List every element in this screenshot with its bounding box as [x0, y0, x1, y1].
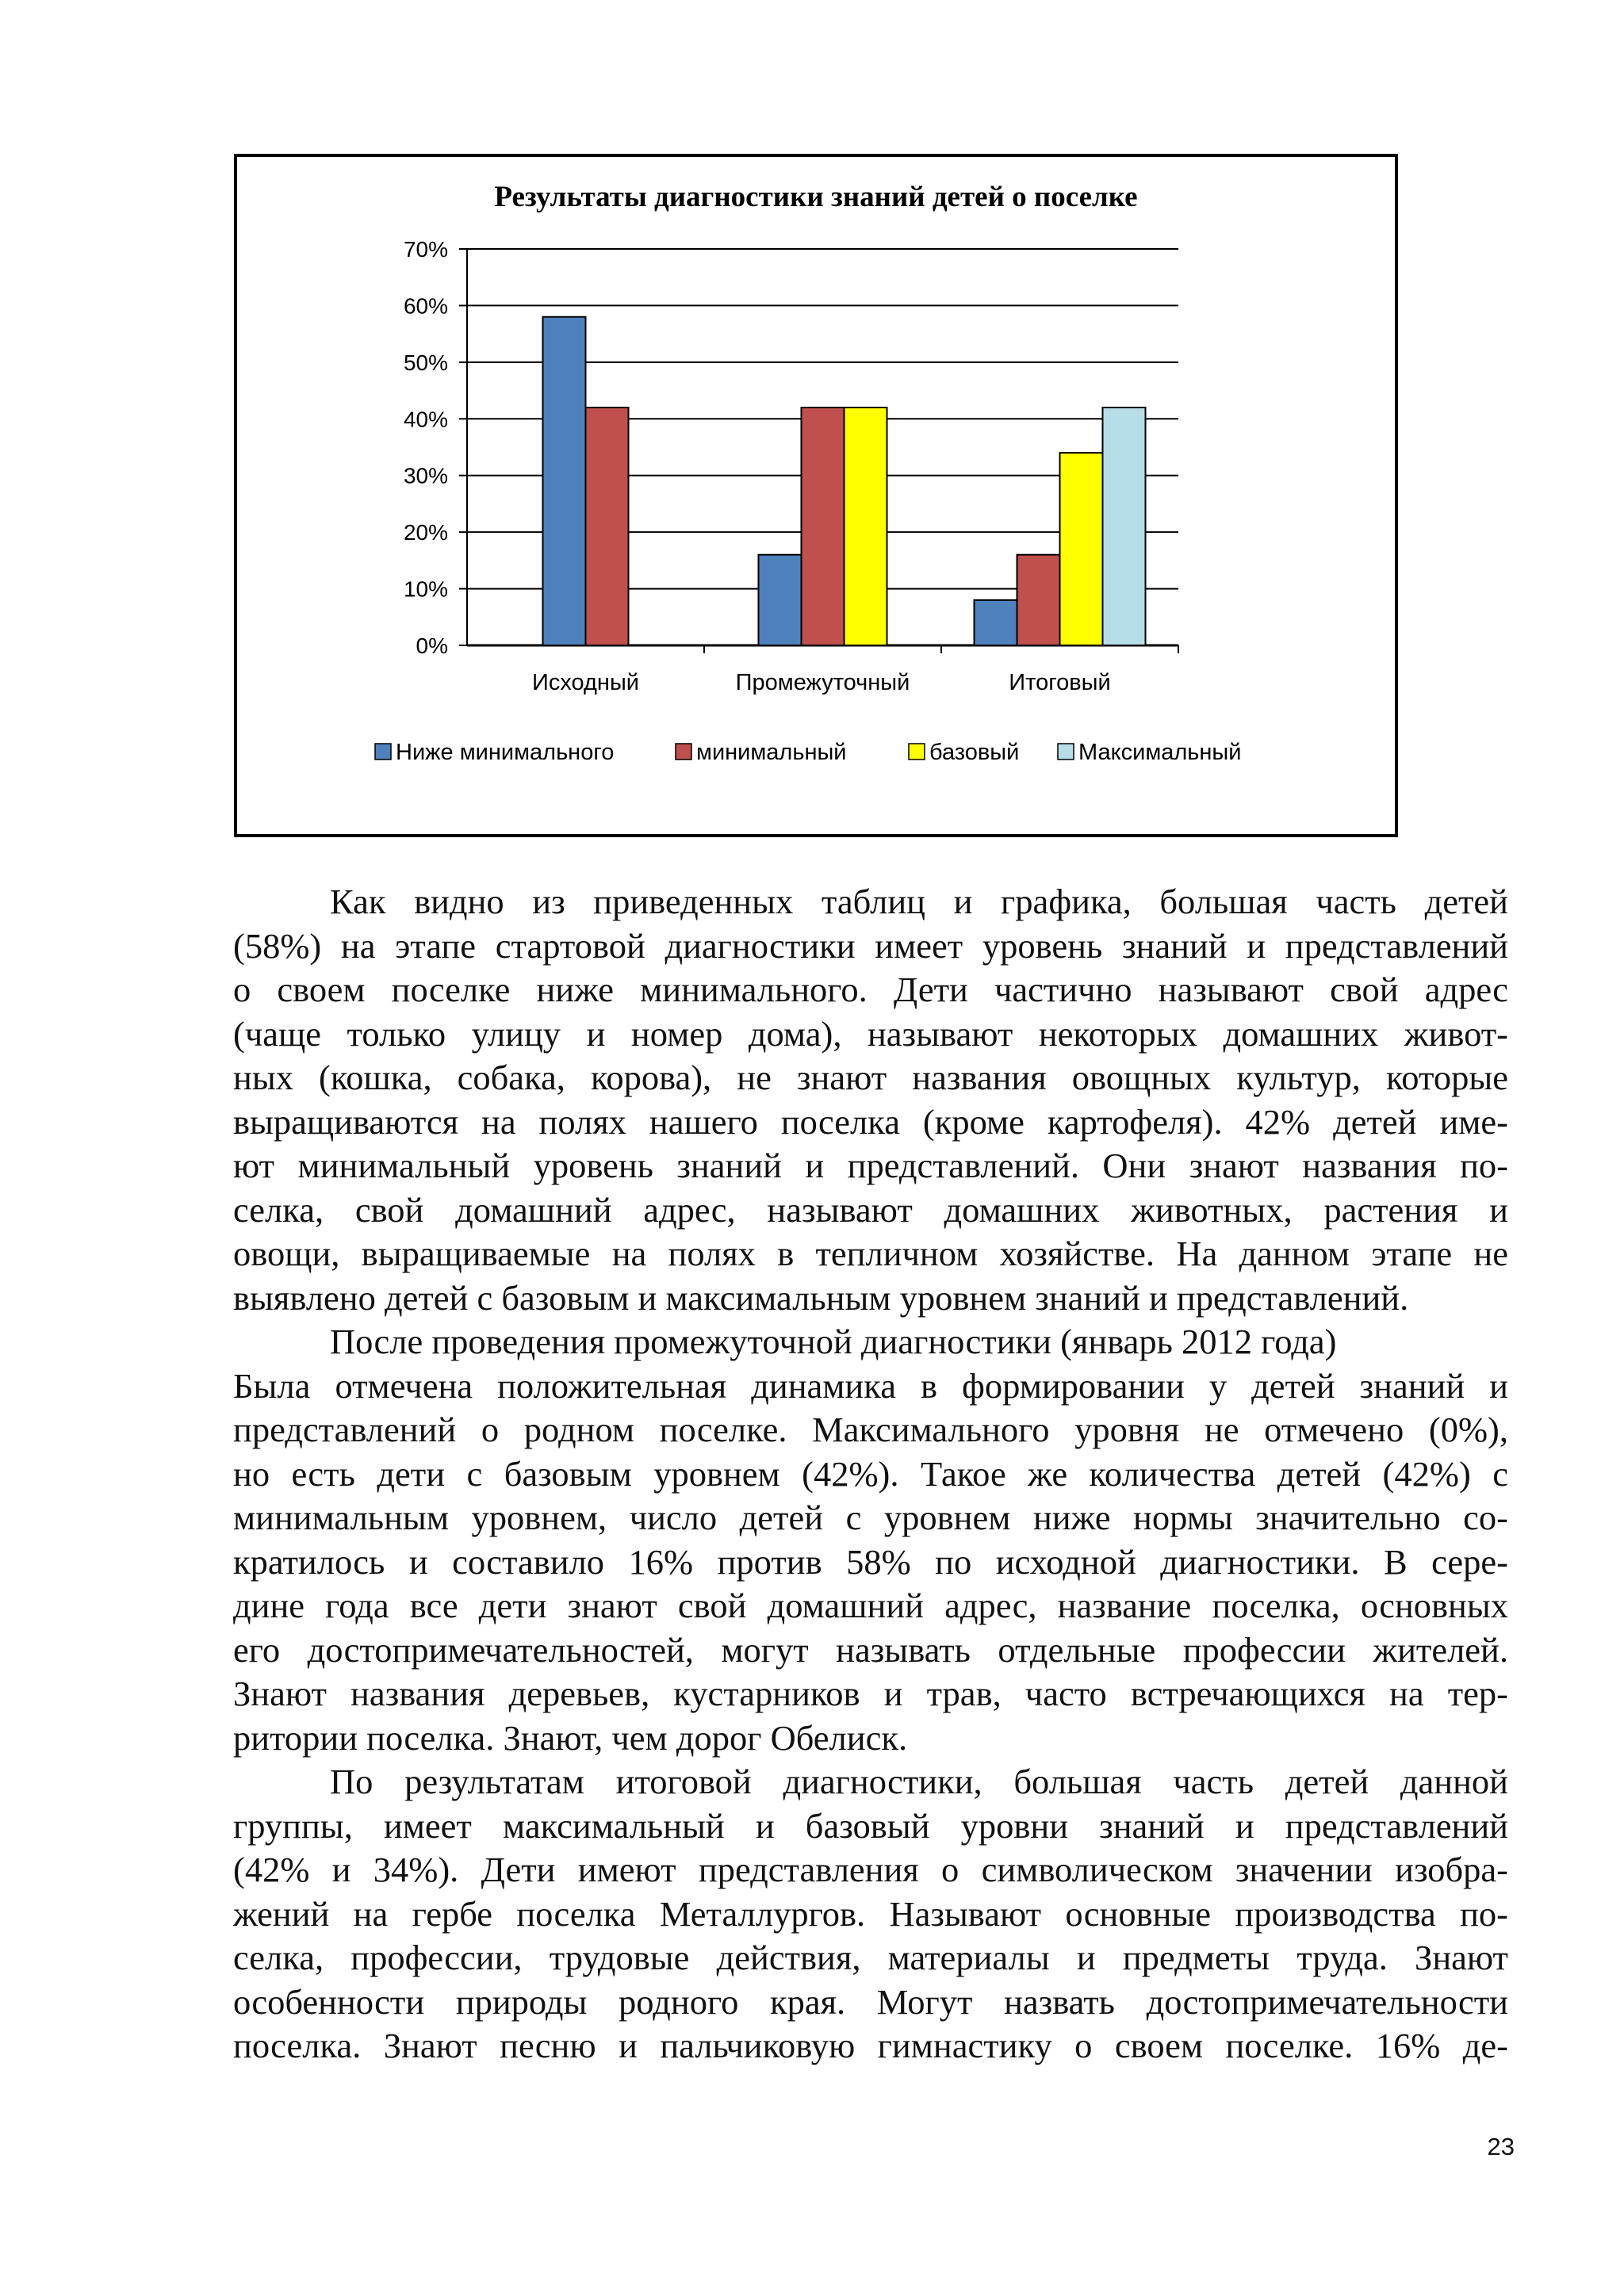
- text-line: После проведения промежуточной диагностики (январь 2012 года): [330, 1322, 1337, 1361]
- y-tick-label: 50%: [403, 350, 448, 375]
- x-tick-label: Исходный: [532, 670, 639, 695]
- x-tick-label: Итоговый: [1009, 670, 1111, 695]
- legend-label: минимальный: [696, 740, 847, 765]
- y-tick-label: 40%: [403, 407, 448, 432]
- chart-title: Результаты диагностики знаний детей о поселке: [494, 181, 1138, 213]
- y-tick-label: 30%: [403, 463, 448, 488]
- y-tick-label: 60%: [403, 293, 448, 319]
- x-tick-label: Промежуточный: [735, 670, 910, 695]
- text-line: (чаще только улицу и номер дома), называют некоторых домашних живот-: [233, 1013, 1508, 1054]
- text-line: ют минимальный уровень знаний и представлений. Они знают названия по-: [233, 1146, 1508, 1185]
- legend-swatch: [375, 744, 391, 760]
- text-line: овощи, выращиваемые на полях в тепличном хозяйстве. На данном этапе не: [233, 1234, 1508, 1273]
- text-line: селка, профессии, трудовые действия, материалы и предметы труда. Знают: [233, 1938, 1508, 1977]
- chart-frame: [234, 154, 1398, 837]
- bar-минимальный-Промежуточный: [802, 408, 845, 645]
- legend-label: базовый: [929, 740, 1020, 765]
- text-line: (58%) на этапе стартовой диагностики имеет уровень знаний и представлений: [233, 925, 1508, 966]
- text-line: ных (кошка, собака, корова), не знают названия овощных культур, которые: [233, 1058, 1508, 1097]
- text-line: представлений о родном поселке. Максимального уровня не отмечено (0%),: [233, 1410, 1508, 1449]
- text-line: поселка. Знают песню и пальчиковую гимнастику о своем поселке. 16% де-: [233, 2026, 1508, 2065]
- text-line: группы, имеет максимальный и базовый уровни знаний и представлений: [233, 1805, 1508, 1846]
- text-line: выращиваются на полях нашего поселка (кроме картофеля). 42% детей име-: [233, 1101, 1508, 1142]
- legend-swatch: [1058, 744, 1074, 760]
- text-line: минимальным уровнем, число детей с уровнем ниже нормы значительно со-: [233, 1498, 1508, 1537]
- text-line: особенности природы родного края. Могут назвать достопримечательности: [233, 1981, 1508, 2022]
- bar-базовый-Промежуточный: [845, 408, 887, 645]
- text-line: По результатам итоговой диагностики, большая часть детей данной: [330, 1762, 1508, 1801]
- y-tick-label: 20%: [403, 520, 448, 545]
- y-tick-label: 70%: [403, 237, 448, 262]
- text-line: но есть дети с базовым уровнем (42%). Такое же количества детей (42%) с: [233, 1453, 1508, 1494]
- text-line: Была отмечена положительная динамика в формировании у детей знаний и: [233, 1365, 1508, 1406]
- legend: [375, 740, 1241, 765]
- bar-минимальный-Итоговый: [1017, 555, 1060, 645]
- legend-swatch: [909, 744, 925, 760]
- bar-chart: [237, 157, 1395, 834]
- body-text: [233, 880, 1508, 2068]
- text-line: кратилось и составило 16% против 58% по исходной диагностики. В сере-: [233, 1541, 1508, 1582]
- bars: [543, 317, 1146, 645]
- text-line: (42% и 34%). Дети имеют представления о символическом значении изобра-: [233, 1850, 1508, 1889]
- bar-базовый-Итоговый: [1060, 453, 1103, 645]
- text-line: Как видно из приведенных таблиц и графика, большая часть детей: [330, 882, 1508, 921]
- page-number: 23: [1487, 2133, 1515, 2160]
- text-line: дине года все дети знают свой домашний адрес, название поселка, основных: [233, 1586, 1508, 1625]
- bar-Максимальный-Итоговый: [1103, 408, 1146, 645]
- text-line: о своем поселке ниже минимального. Дети частично называют свой адрес: [233, 970, 1508, 1009]
- bar-минимальный-Исходный: [586, 408, 629, 645]
- bar-Ниже минимального-Исходный: [543, 317, 586, 645]
- legend-label: Ниже минимального: [396, 740, 615, 765]
- text-line: селка, свой домашний адрес, называют домашних животных, растения и: [233, 1189, 1508, 1230]
- text-line: ритории поселка. Знают, чем дорог Обелиск.: [233, 1717, 908, 1758]
- text-line: его достопримечательностей, могут называть отдельные профессии жителей.: [233, 1629, 1508, 1670]
- bar-Ниже минимального-Итоговый: [975, 600, 1017, 645]
- y-tick-label: 10%: [403, 576, 448, 602]
- text-line: выявлено детей с базовым и максимальным уровнем знаний и представлений.: [233, 1277, 1409, 1318]
- text-line: жений на гербе поселка Металлургов. Называют основные производства по-: [233, 1893, 1508, 1934]
- text-line: Знают названия деревьев, кустарников и трав, часто встречающихся на тер-: [233, 1674, 1508, 1713]
- y-tick-label: 0%: [416, 633, 448, 658]
- legend-label: Максимальный: [1078, 740, 1242, 765]
- legend-swatch: [676, 744, 691, 760]
- bar-Ниже минимального-Промежуточный: [759, 555, 802, 645]
